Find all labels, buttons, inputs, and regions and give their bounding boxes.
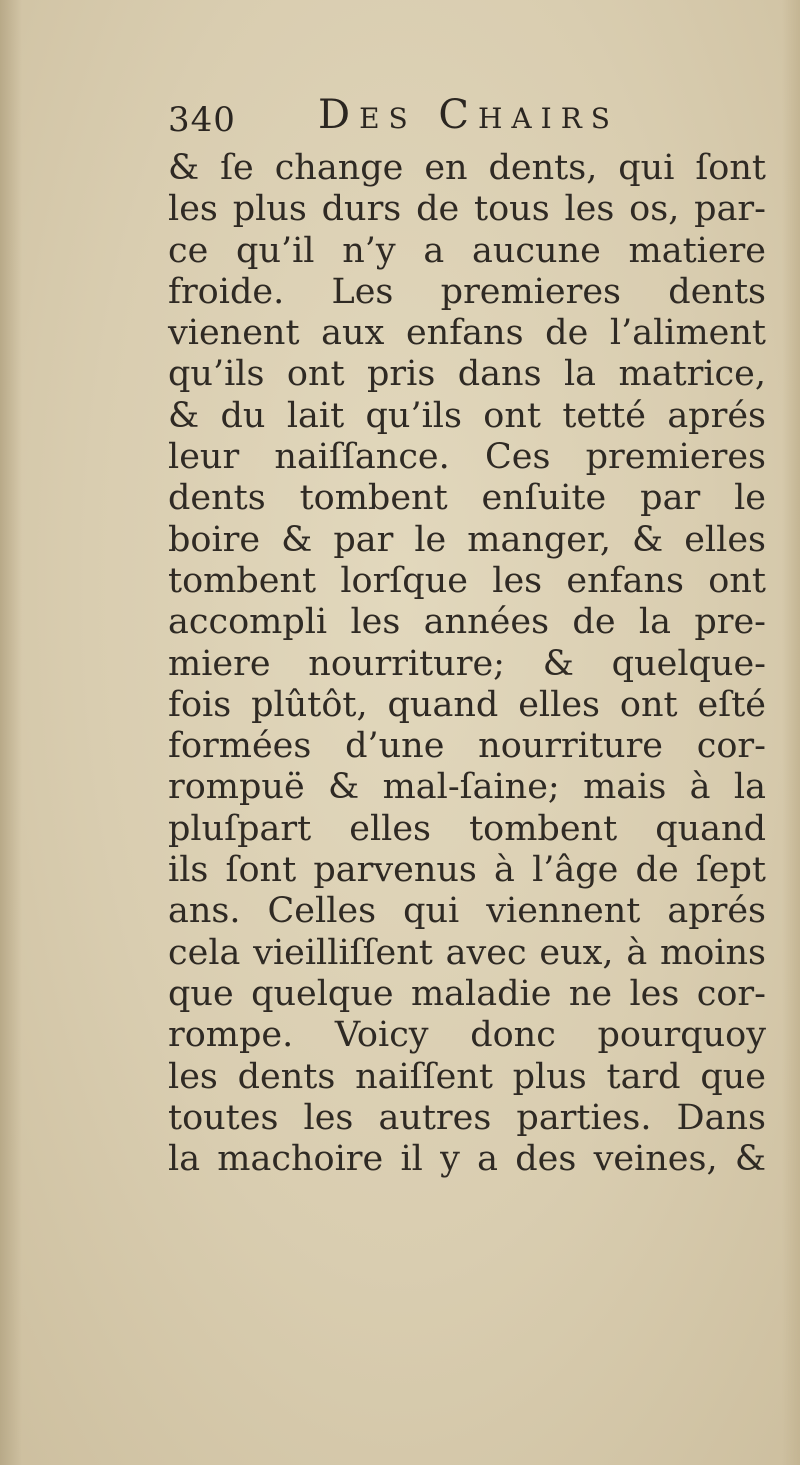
text-line: que quelque maladie ne les cor-: [168, 973, 766, 1014]
text-line: miere nourriture; & quelque-: [168, 643, 766, 684]
text-line: vienent aux enfans de l’aliment: [168, 313, 766, 354]
text-line: & ſe change en dents, qui ſont: [168, 148, 766, 188]
running-head: Des Chairs: [318, 92, 619, 138]
page-header: [168, 92, 768, 152]
text-line: tombent lorſque les enfans ont: [168, 560, 766, 601]
text-line: pluſpart elles tombent quand: [168, 808, 766, 849]
text-line: leur naiſſance. Ces premieres: [168, 437, 766, 478]
text-line: ils ſont parvenus à l’âge de ſept: [168, 850, 766, 891]
body-text: [168, 148, 766, 1180]
text-line: boire & par le manger, & elles: [168, 519, 766, 560]
text-line: dents tombent enſuite par le: [168, 478, 766, 519]
text-line: les dents naiſſent plus tard que: [168, 1056, 766, 1097]
text-line: accompli les années de la pre-: [168, 602, 766, 643]
text-line: ans. Celles qui viennent aprés: [168, 891, 766, 932]
text-line: les plus durs de tous les os, par-: [168, 189, 766, 230]
text-line: & du lait qu’ils ont tetté aprés: [168, 395, 766, 436]
page-number: 340: [168, 100, 236, 140]
text-line: ce qu’il n’y a aucune matiere: [168, 230, 766, 271]
text-line: cela vieilliſſent avec eux, à moins: [168, 932, 766, 973]
text-line: rompe. Voicy donc pourquoy: [168, 1015, 766, 1056]
text-line: formées d’une nourriture cor-: [168, 726, 766, 767]
text-line: rompuë & mal-ſaine; mais à la: [168, 767, 766, 808]
text-line: froide. Les premieres dents: [168, 271, 766, 312]
text-line: qu’ils ont pris dans la matrice,: [168, 354, 766, 395]
text-line: toutes les autres parties. Dans: [168, 1097, 766, 1138]
text-line: fois plûtôt, quand elles ont eſté: [168, 684, 766, 725]
text-line: la machoire il y a des veines, &: [168, 1139, 766, 1180]
